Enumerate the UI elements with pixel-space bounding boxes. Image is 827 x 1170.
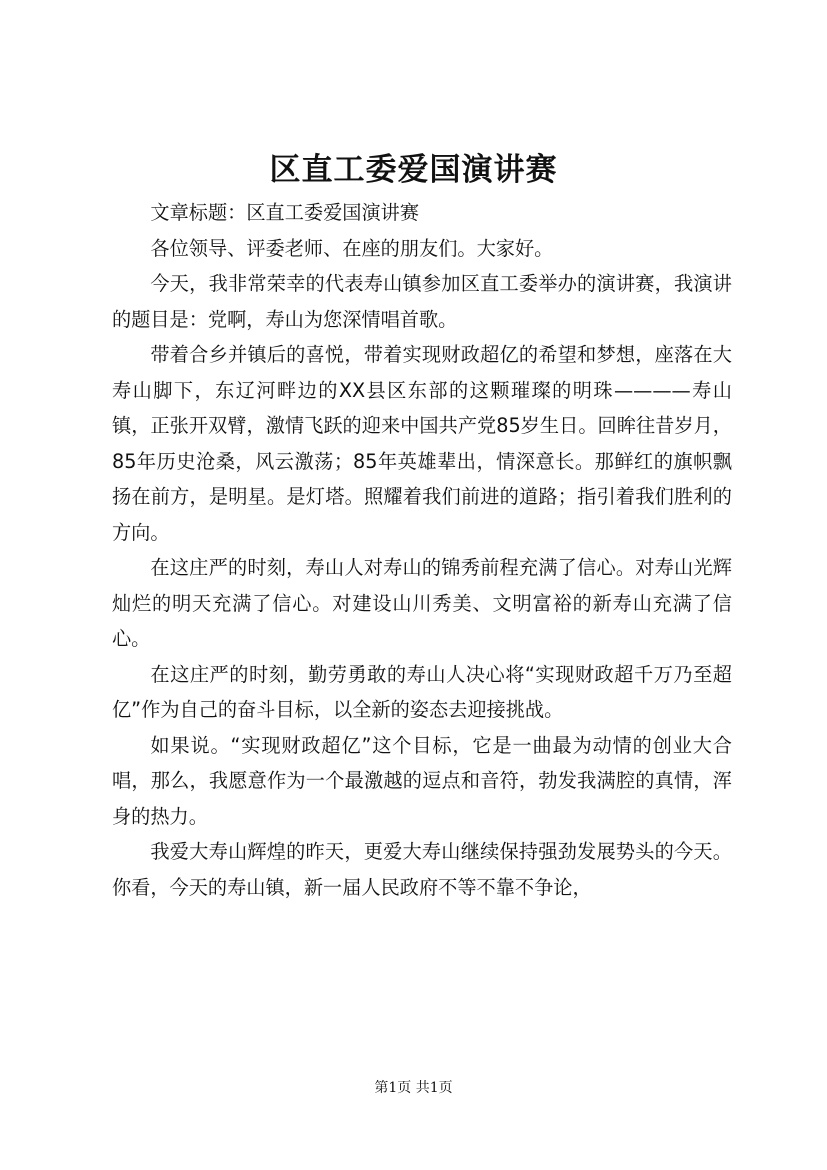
document-body: [112, 195, 732, 905]
paragraph: 在这庄严的时刻，寿山人对寿山的锦秀前程充满了信心。对寿山光辉灿烂的明天充满了信心。对建设山川秀美、文明富裕的新寿山充满了信心。: [112, 556, 732, 650]
paragraph: 如果说。“实现财政超亿”这个目标，它是一曲最为动情的创业大合唱，那么，我愿意作为一个最激越的逗点和音符，勃发我满腔的真情，浑身的热力。: [112, 733, 732, 828]
document-title: 区直工委爱国演讲赛: [269, 152, 558, 188]
paragraph: 带着合乡并镇后的喜悦，带着实现财政超亿的希望和梦想，座落在大寿山脚下，东辽河畔边的XX县区东部的这颗璀璨的明珠————寿山镇，正张开双臂，激情飞跃的迎来中国共产党85岁生日。回眸往昔岁月，85年历史沧桑，风云激荡；85年英雄辈出，情深意长。那鲜红的旗帜飘扬在前方，是明星。是灯塔。照耀着我们前进的道路；指引着我们胜利的方向。: [112, 343, 732, 544]
paragraph-article-title: 文章标题：区直工委爱国演讲赛: [150, 201, 420, 224]
paragraph: 我爱大寿山辉煌的昨天，更爱大寿山继续保持强劲发展势头的今天。你看，今天的寿山镇，新一届人民政府不等不靠不争论，: [112, 840, 732, 899]
paragraph: 今天，我非常荣幸的代表寿山镇参加区直工委举办的演讲赛，我演讲的题目是：党啊，寿山为您深情唱首歌。: [112, 272, 732, 331]
paragraph-greeting: 各位领导、评委老师、在座的朋友们。大家好。: [150, 236, 554, 260]
paragraph: 在这庄严的时刻，勤劳勇敢的寿山人决心将“实现财政超千万乃至超亿”作为自己的奋斗目标，以全新的姿态去迎接挑战。: [112, 662, 732, 721]
page-footer: 第1页 共1页: [374, 1080, 453, 1096]
